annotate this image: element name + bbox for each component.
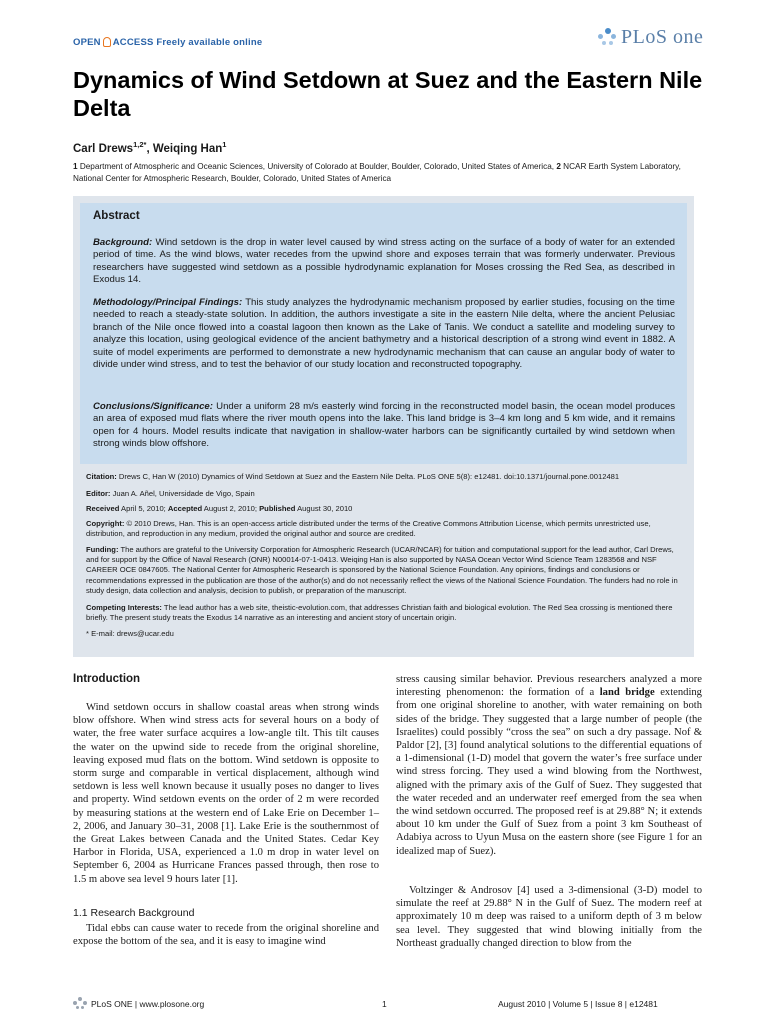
conclusions-text: Under a uniform 28 m/s easterly wind forcing in the reconstructed model basin, the ocean model produces an area of exposed mud flats where the river mouth opens into the lake. This land bridge is 3–4 km long and 5 km wide, and it remains open for 4 hours. Model results indicate that navigation in shallow-water harbors can be significantly curtailed by wind setdown when strong winds blow offshore. xyxy=(93,401,675,450)
copyright-text: © 2010 Drews, Han. This is an open-access article distributed under the terms of the Creative Commons Attribution License, which permits unrestricted use, distribution, and reproduction in any medium, provided the original author and source are credited. xyxy=(86,519,651,539)
conclusions-label: Conclusions/Significance: xyxy=(93,401,213,412)
competing-text: The lead author has a web site, theistic-evolution.com, that addresses Christian faith and biological evolution. The Red Sea crossing is mentioned there briefly. The present study treats the Exodus 14 narrative as an interesting and ancient story of uncertain origin. xyxy=(86,603,673,623)
journal-logo xyxy=(598,26,703,49)
author-2: Weiqing Han xyxy=(152,142,223,155)
access-text: ACCESS Freely available online xyxy=(112,37,263,48)
intro-paragraph-1: Wind setdown occurs in shallow coastal areas when strong winds blow offshore. When wind stress acts for several hours on a body of water, the free water surface acquires a low-angle tilt. This tilt causes the water on the upwind side to recede from the original shoreline, leaving exposed mud flats on the bottom. Wind setdown is opposite to storm surge and comparable in vertical displacement, although wind setdown is less well known because it usually poses no danger to lives and property. Wind setdown events on the order of 2 m were recorded by measuring stations at the western end of Lake Erie on December 1–2, 2006, and January 30–31, 2008 [1]. Lake Erie is the southernmost of the Great Lakes between Canada and the United States. Cedar Key Harbor in Florida, USA, experienced a 1.0 m drop in water level on September 6, 2004 as Hurricane Frances passed through, then rose to 1.5 m above sea level 9 hours later [1]. xyxy=(73,702,379,885)
methods-label: Methodology/Principal Findings: xyxy=(93,297,243,308)
author-1: Carl Drews xyxy=(73,142,134,155)
editor-label: Editor: xyxy=(86,489,111,498)
citation xyxy=(86,472,681,482)
affil-1-text: Department of Atmospheric and Oceanic Sciences, University of Colorado at Boulder, Boulder, Colorado, United States of America, xyxy=(77,162,557,171)
background-text: Wind setdown is the drop in water level caused by wind stress acting on the surface of a body of water for an extended period of time. As the wind blows, water recedes from the upwind shore and exposes terrain that was formerly underwater. Previous researchers have suggested wind setdown as a possible hydrodynamic explanation for Moses crossing the Red Sea, as described in Exodus 14. xyxy=(93,237,675,286)
right-para-text-c: extending from one original shoreline to another, with water remaining on both sides of the bridge. They suggested that a large number of people (the Israelites) could possibly “cross the sea” on such a dry passage. Nof & Paldor [2], [3] found analytical solutions to the differential equations of a 1-dimensional (1-D) model that govern the water’s free surface under wind stress forcing. They used a wind blowing from the Northwest, aligned with the primary axis of the Gulf of Suez. They suggested that the water receded and an underwater reef emerged from the sea when the wind setdown occurred. The proposed reef is at 29.88° N; it extends about 10 km under the Gulf of Suez from a point 3 km Southeast of Adabiya across to Uyun Musa on the eastern shore (see Figure 1 for an idealized map of Suez). xyxy=(396,687,702,857)
abstract-methods xyxy=(93,297,675,371)
plos-dots-icon xyxy=(598,28,618,48)
intro-right-paragraph-1 xyxy=(396,673,702,858)
abstract-panel xyxy=(80,203,687,464)
copyright-label: Copyright: xyxy=(86,519,125,528)
subsection-heading: 1.1 Research Background xyxy=(73,907,195,919)
published-text: August 30, 2010 xyxy=(295,504,353,513)
email: * E-mail: drews@ucar.edu xyxy=(86,629,174,638)
author-1-affil: 1,2* xyxy=(133,140,147,149)
citation-label: Citation: xyxy=(86,472,117,481)
accepted-label: Accepted xyxy=(167,504,203,513)
intro-paragraph-2: Tidal ebbs can cause water to recede from the original shoreline and expose the bottom of the sea, and it is easy to imagine wind xyxy=(73,923,379,948)
footer-journal xyxy=(73,997,204,1011)
background-label: Background: xyxy=(93,237,153,248)
methods-text: This study analyzes the hydrodynamic mechanism proposed by earlier studies, focusing on the time needed to reach a steady-state solution. In addition, the authors investigate a site in the eastern Nile delta, where the ancient Pelusiac branch of the Nile once flowed into a coastal lagoon then known as the Lake of Tanis. We conduct a satellite and modeling survey to analyze this location, using geological evidence of the ancient bathymetry and a historical description of a strong wind event in 1882. A suite of model experiments are performed to demonstrate a new hydrodynamic mechanism that can cause an angular body of water to divide under wind stress, and to test the behavior of our study location and reconstructed topography. xyxy=(93,297,675,371)
competing-label: Competing Interests: xyxy=(86,603,162,612)
footer-left-text: PLoS ONE | www.plosone.org xyxy=(91,999,205,1009)
abstract-background xyxy=(93,237,675,287)
author-separator: , xyxy=(146,142,153,155)
funding-label: Funding: xyxy=(86,545,119,554)
published-label: Published xyxy=(259,504,296,513)
received-label: Received xyxy=(86,504,120,513)
open-access-lock-icon xyxy=(103,37,111,47)
copyright xyxy=(86,519,681,539)
right-para-text-a: stress causing similar behavior. Previous researchers analyzed a more interesting phenomenon: the formation of a xyxy=(396,674,702,699)
author-2-affil: 1 xyxy=(222,140,227,149)
abstract-conclusions xyxy=(93,401,675,451)
plos-footer-icon xyxy=(73,997,87,1011)
citation-text: Drews C, Han W (2010) Dynamics of Wind Setdown at Suez and the Eastern Nile Delta. PLoS ONE 5(8): e12481. doi:10.1371/journal.pone.0012481 xyxy=(116,472,620,481)
open-text: OPEN xyxy=(73,37,101,48)
land-bridge-term: land bridge xyxy=(599,687,655,699)
article-title: Dynamics of Wind Setdown at Suez and the Eastern Nile Delta xyxy=(73,67,703,121)
affil-1-num: 1 xyxy=(73,162,78,171)
affiliations xyxy=(73,161,703,185)
competing-interests xyxy=(86,603,681,623)
editor-text: Juan A. Añel, Universidade de Vigo, Spain xyxy=(110,489,255,498)
funding xyxy=(86,545,681,596)
author-list xyxy=(73,140,226,155)
footer-issue: August 2010 | Volume 5 | Issue 8 | e12481 xyxy=(498,999,658,1009)
abstract-heading: Abstract xyxy=(93,210,140,222)
accepted-text: August 2, 2010; xyxy=(202,504,260,513)
received-text: April 5, 2010; xyxy=(119,504,168,513)
dates xyxy=(86,504,681,514)
editor xyxy=(86,489,681,499)
journal-name: PLoS one xyxy=(621,26,704,48)
intro-right-paragraph-2: Voltzinger & Androsov [4] used a 3-dimensional (3-D) model to simulate the reef at 29.88° N in the Gulf of Suez. The modern reef at approximately 10 m deep was raised to a uniform depth of 3 m below sea level. They suggested that wind blowing initially from the Northeast gradually changed direction to blow from the xyxy=(396,885,702,949)
abstract-box xyxy=(73,196,694,657)
open-access-label xyxy=(73,37,262,48)
section-heading: Introduction xyxy=(73,673,141,685)
affil-2-text: NCAR Earth System Laboratory, National Center for Atmospheric Research, Boulder, Colorado, United States of America xyxy=(73,162,681,183)
funding-text: The authors are grateful to the University Corporation for Atmospheric Research (UCAR/NCAR) for tuition and computational support for the lead author, Carl Drews, and for support by the Office of Naval Research (ONR) N00014-07-1-0413. Weiqing Han is also supported by NASA Ocean Vector Wind Science Team 1283568 and NSF CAREER OCE 0847605. The National Center for Atmospheric Research is sponsored by the National Science Foundation. Any opinions, findings and conclusions or recommendations expressed in the publication are those of the author(s) and do not necessarily reflect the views of the National Science Foundation. The funders had no role in study design, data collection and analysis, decision to publish, or preparation of the manuscript. xyxy=(86,545,678,595)
page-number: 1 xyxy=(382,999,387,1009)
affil-2-num: 2 xyxy=(556,162,561,171)
